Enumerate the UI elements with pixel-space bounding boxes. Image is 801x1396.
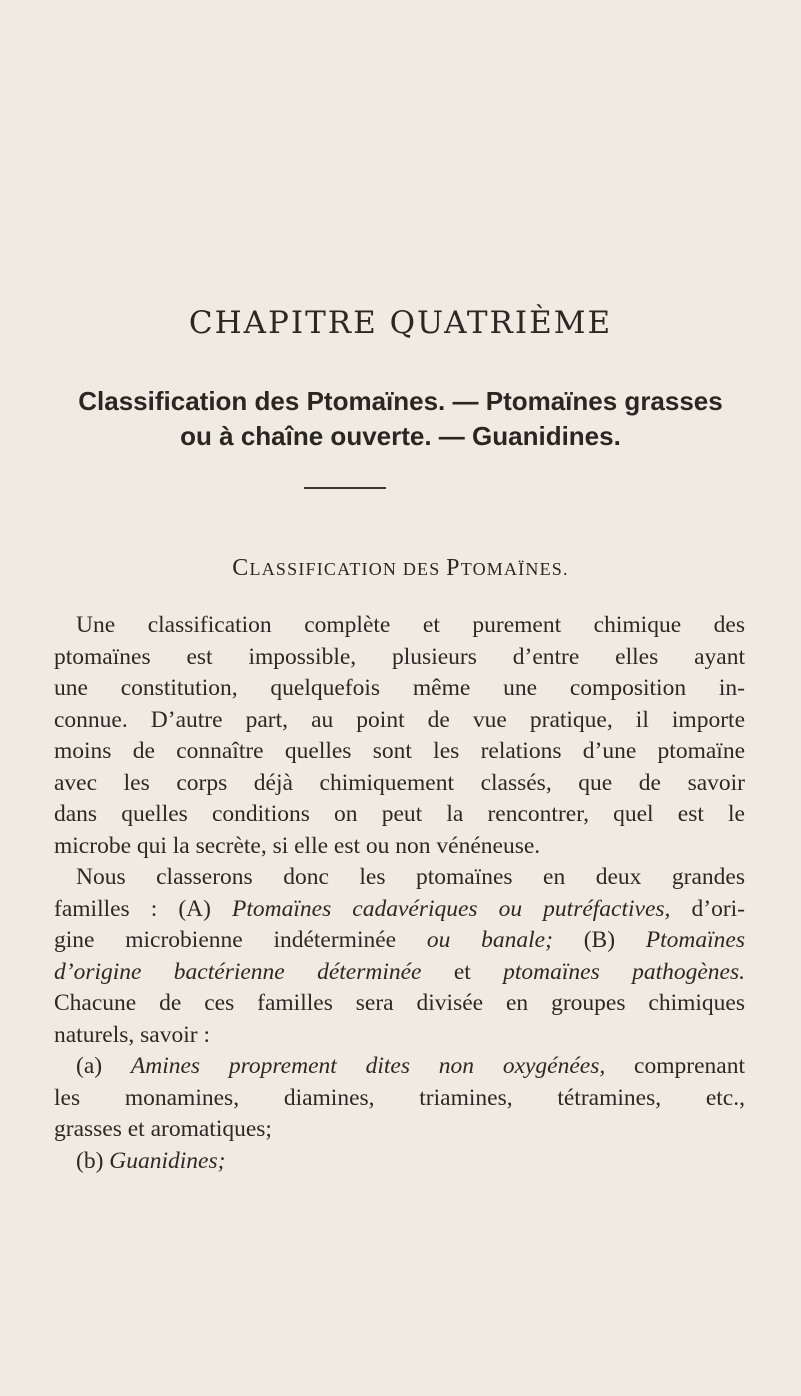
text-line: ptomaïnes est impossible, plusieurs d’entre elles ayant <box>54 643 745 670</box>
separator-rule <box>304 487 386 489</box>
text-line: les monamines, diamines, triamines, tétramines, etc., <box>54 1084 745 1111</box>
text-line: une constitution, quelquefois même une composition in- <box>54 675 745 701</box>
text-line: connue. D’autre part, au point de vue pratique, il importe <box>54 706 745 733</box>
body-text <box>54 610 745 1177</box>
subtitle-line-1: Classification des Ptomaïnes. — Ptomaïnes grasses <box>78 386 723 416</box>
text-line: dans quelles conditions on peut la rencontrer, quel est le <box>54 801 745 827</box>
chapter-subtitle <box>0 384 801 454</box>
text-line: Chacune de ces familles sera divisée en groupes chimiques <box>54 990 745 1016</box>
text-line: Une classification complète et purement chimique des <box>76 612 745 638</box>
text-line: microbe qui la secrète, si elle est ou non vénéneuse. <box>54 832 541 859</box>
text-line: avec les corps déjà chimiquement classés, que de savoir <box>54 769 745 796</box>
text-line: (a) Amines proprement dites non oxygénées, comprenant <box>76 1053 745 1079</box>
text-line: gine microbienne indéterminée ou banale; (B) Ptomaïnes <box>54 927 746 953</box>
text-line: Nous classerons donc les ptomaïnes en deux grandes <box>76 864 745 890</box>
subtitle-line-2: ou à chaîne ouverte. — Guanidines. <box>180 421 621 451</box>
text-line: grasses et aromatiques; <box>54 1116 272 1142</box>
chapter-title: CHAPITRE QUATRIÈME <box>188 305 613 341</box>
text-line: familles : (A) Ptomaïnes cadavériques ou putréfactives, d’ori- <box>54 895 745 922</box>
text-line: moins de connaître quelles sont les relations d’une ptomaïne <box>54 738 745 764</box>
text-line: (b) Guanidines; <box>76 1147 226 1174</box>
text-line: naturels, savoir : <box>54 1021 210 1048</box>
section-heading: CLASSIFICATION DES PTOMAÏNES. <box>232 555 569 581</box>
text-line: d’origine bactérienne déterminée et ptomaïnes pathogènes. <box>54 958 746 985</box>
